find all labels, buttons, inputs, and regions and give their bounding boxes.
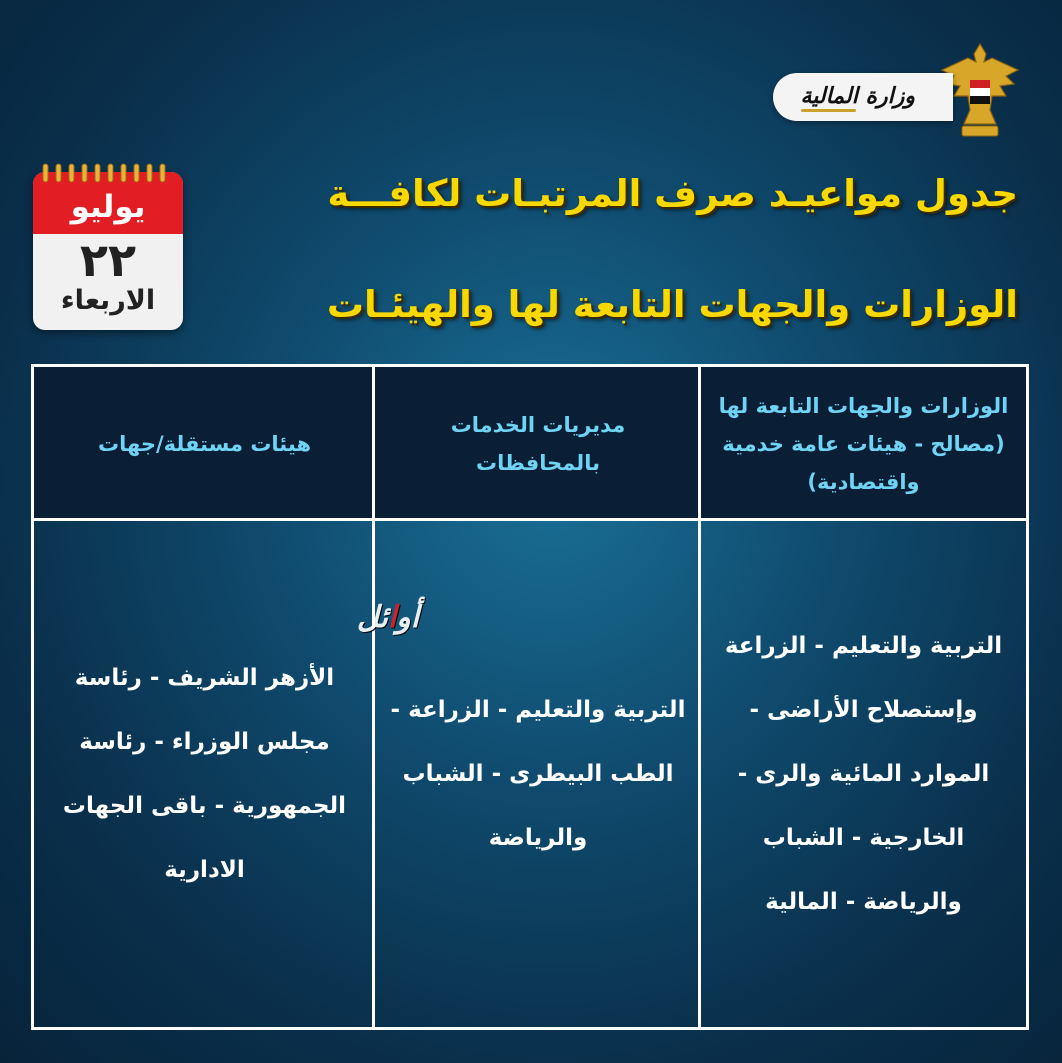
title-line-2: الوزارات والجهات التابعة لها والهيئـات xyxy=(326,283,1018,326)
calendar-card xyxy=(33,172,183,330)
ministry-logo-badge xyxy=(773,73,953,121)
table-header-cell-independent: هيئات مستقلة/جهات xyxy=(97,432,312,456)
calendar-rings-icon xyxy=(33,162,183,186)
table-body-cell-independent: الأزهر الشريف - رئاسة مجلس الوزراء - رئاسة الجمهورية - باقى الجهات الادارية xyxy=(62,665,347,883)
table-divider-left xyxy=(372,367,375,1027)
calendar-weekday: الاربعاء xyxy=(60,285,156,316)
table-body-cell-directorates: التربية والتعليم - الزراعة - الطب البيطرى - الشباب والرياضة xyxy=(390,697,686,851)
ministry-underline xyxy=(801,109,856,112)
salary-schedule-table xyxy=(31,364,1029,1030)
calendar-month: يوليو xyxy=(33,172,183,234)
ministry-name: وزارة المالية xyxy=(800,83,915,109)
table-header-cell-directorates: مديريات الخدمات بالمحافظات xyxy=(450,413,626,475)
table-header-cell-ministries: الوزارات والجهات التابعة لها (مصالح - هيئات عامة خدمية واقتصادية) xyxy=(718,394,1009,494)
table-divider-right xyxy=(698,367,701,1027)
title-line-1: جدول مواعيـد صرف المرتبـات لكافـــة xyxy=(327,172,1018,215)
calendar-day: ٢٢ xyxy=(79,233,137,287)
table-body-cell-ministries: التربية والتعليم - الزراعة وإستصلاح الأراضى - الموارد المائية والرى - الخارجية - الشباب والرياضة - المالية xyxy=(724,633,1003,915)
site-watermark: أوائل xyxy=(356,600,420,635)
